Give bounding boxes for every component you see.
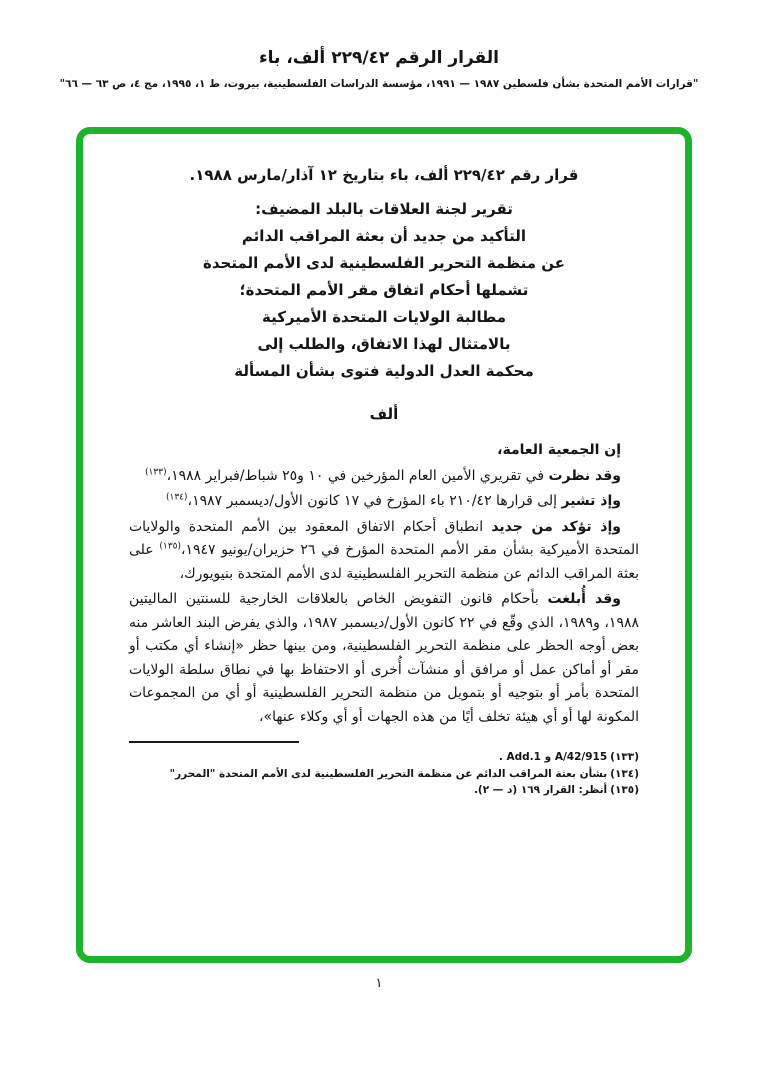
footnote-ref: (١٣٣): [145, 466, 167, 477]
subtitle-line: التأكيد من جديد أن بعثة المراقب الدائم: [241, 227, 527, 245]
paragraph-lead: وقد أُبلغت: [547, 591, 621, 607]
paragraph-lead: وقد نظرت: [548, 467, 621, 484]
paragraph-lead: إن الجمعية العامة،: [497, 442, 621, 458]
footnote-text: أنظر: القرار ١٦٩ (د — ٢).: [473, 784, 608, 796]
footnote-ref: (١٣٤): [166, 492, 188, 503]
resolution-subtitle: [129, 196, 639, 385]
footnote-135: [129, 782, 639, 799]
footnote-text: بشأن بعثة المراقب الدائم عن منظمة التحرير الفلسطينية لدى الأمم المتحدة "المحرر": [169, 767, 608, 780]
section-heading-alif: ألف: [369, 405, 399, 423]
subtitle-line: تقرير لجنة العلاقات بالبلد المضيف:: [255, 200, 513, 218]
subtitle-line: محكمة العدل الدولية فتوى بشأن المسألة: [234, 362, 534, 380]
page-number: ١: [375, 976, 383, 991]
subtitle-line: بالامتثال لهذا الاتفاق، والطلب إلى: [257, 335, 511, 353]
paragraph-text: بأحكام قانون التفويض الخاص بالعلاقات الخارجية للسنتين الماليتين ١٩٨٨، و١٩٨٩، الذي وقّع في ٢٢ كانون الأول/ديسمبر ١٩٨٧، والذي يفرض البند العاشر منه بعض أوجه الحظر على منظمة التحرير الفلسطينية، ومن بينها حظر «إنشاء أي مكتب أو مقر أو أماكن عمل أو مرافق أو منشآت أُخرى أو الاحتفاظ بها في نطاق سلطة الولايات المتحدة بأمر أو بتوجيه أو بتمويل من منظمة التحرير الفلسطينية أو أي من المجموعات المكونة لها أو أي هيئة تخلف أيًا من هذه الجهات أو أي وكلاء عنها»،: [129, 591, 639, 725]
footnotes-block: [129, 749, 639, 799]
paragraph-preamble: [129, 439, 639, 463]
source-citation: "قرارات الأمم المتحدة بشأن فلسطين ١٩٨٧ — ١٩٩١، مؤسسة الدراسات الفلسطينية، بيروت، ط ١، ١٩٩٥، مج ٤، ص ٦٣ — ٦٦": [59, 78, 699, 90]
paragraph-text: في تقريري الأمين العام المؤرخين في ١٠ و٢٥ شباط/فبراير ١٩٨٨،: [166, 467, 549, 484]
paragraph-reaffirming: [129, 516, 639, 587]
footnote-marker: (١٣٥): [610, 784, 639, 796]
paragraph-recalling: [129, 490, 639, 514]
subtitle-line: تشملها أحكام اتفاق مقر الأمم المتحدة؛: [239, 281, 529, 299]
footnote-marker: (١٣٤): [610, 767, 639, 780]
paragraph-informed: [129, 588, 639, 729]
footnote-ref: (١٣٥): [159, 541, 181, 552]
page-header: [0, 0, 758, 90]
footnote-text: A/42/915 و Add.1 .: [498, 751, 608, 763]
footnote-133: [129, 749, 639, 766]
subtitle-line: مطالبة الولايات المتحدة الأميركية: [261, 308, 506, 326]
subtitle-line: عن منظمة التحرير الفلسطينية لدى الأمم المتحدة: [203, 254, 565, 272]
footnote-134: [129, 766, 639, 783]
paragraph-considered: [129, 465, 639, 489]
paragraph-text: انطباق أحكام الاتفاق المعقود بين الأمم المتحدة والولايات المتحدة الأميركية بشأن مقر الأمم المتحدة المؤرخ في ٢٦ حزيران/يونيو ١٩٤٧،: [129, 518, 640, 558]
resolution-title: قرار رقم ٢٢٩/٤٢ ألف، باء بتاريخ ١٢ آذار/مارس ١٩٨٨.: [189, 166, 579, 184]
document-frame: [76, 127, 692, 963]
footnote-marker: (١٣٣): [610, 751, 639, 763]
footnote-separator: [129, 741, 299, 743]
paragraph-lead: وإذ تؤكد من جديد: [491, 518, 621, 535]
paragraph-text: إلى قرارها ٢١٠/٤٢ باء المؤرخ في ١٧ كانون الأول/ديسمبر ١٩٨٧،: [187, 493, 562, 509]
paragraph-text: على بعثة المراقب الدائم عن منظمة التحرير الفلسطينية لدى الأمم المتحدة بنيويورك،: [129, 542, 639, 582]
paragraph-lead: وإذ تشير: [561, 493, 621, 509]
resolution-header-title: القرار الرقم ٢٢٩/٤٢ ألف، باء: [258, 48, 500, 68]
